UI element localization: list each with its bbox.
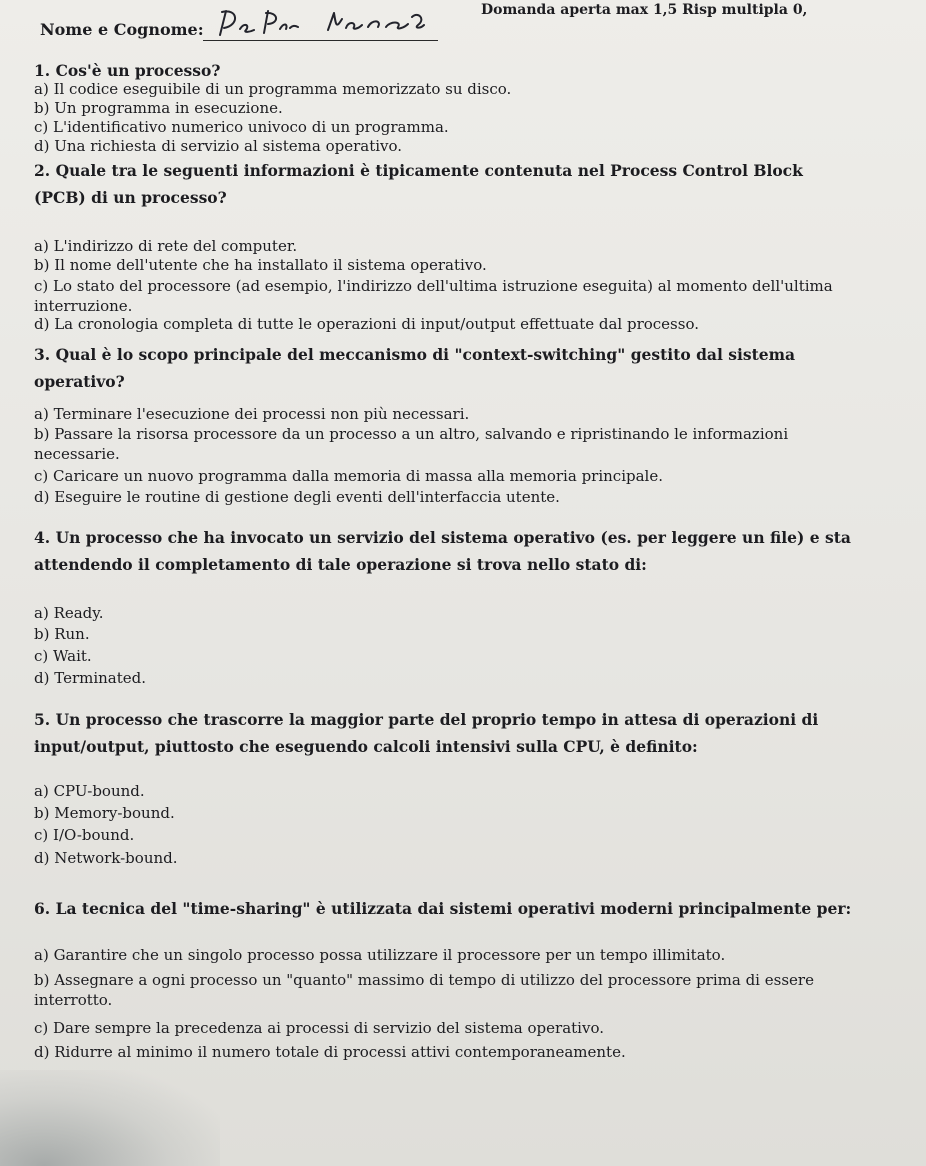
- question-5-option-b: b) Memory-bound.: [34, 804, 175, 822]
- question-2-option-b: b) Il nome dell'utente che ha installato il sistema operativo.: [34, 256, 487, 274]
- question-2-option-c: c) Lo stato del processore (ad esempio, l'indirizzo dell'ultima istruzione eseguita) al momento dell'ultima interruzione.: [34, 277, 833, 315]
- question-6-option-c: c) Dare sempre la precedenza ai processi di servizio del sistema operativo.: [34, 1019, 604, 1037]
- name-label: Nome e Cognome:: [40, 20, 204, 39]
- question-4-option-c: c) Wait.: [34, 647, 92, 665]
- question-1-option-b: b) Un programma in esecuzione.: [34, 99, 283, 117]
- question-6-option-a: a) Garantire che un singolo processo possa utilizzare il processore per un tempo illimitato.: [34, 946, 726, 964]
- question-4-option-a: a) Ready.: [34, 604, 104, 622]
- question-5: 5. Un processo che trascorre la maggior parte del proprio tempo in attesa di operazioni di input/output, piuttosto che eseguendo calcoli intensivi sulla CPU, è definito:: [34, 710, 819, 756]
- grading-note: Domanda aperta max 1,5 Risp multipla 0,: [481, 2, 808, 18]
- question-3-option-d: d) Eseguire le routine di gestione degli eventi dell'interfaccia utente.: [34, 488, 560, 506]
- photo-shadow: [0, 1070, 220, 1166]
- question-6-option-b: b) Assegnare a ogni processo un "quanto" massimo di tempo di utilizzo del processore prima di essere interrotto.: [34, 971, 814, 1009]
- question-2-option-d: d) La cronologia completa di tutte le operazioni di input/output effettuate dal processo.: [34, 315, 699, 333]
- question-3-option-b: b) Passare la risorsa processore da un processo a un altro, salvando e ripristinando le informazioni necessarie.: [34, 425, 789, 463]
- question-5-option-c: c) I/O-bound.: [34, 826, 135, 844]
- question-1: 1. Cos'è un processo?: [34, 61, 221, 80]
- question-4-option-b: b) Run.: [34, 625, 90, 643]
- question-3-option-c: c) Caricare un nuovo programma dalla memoria di massa alla memoria principale.: [34, 467, 663, 485]
- question-3-option-a: a) Terminare l'esecuzione dei processi non più necessari.: [34, 405, 470, 423]
- question-6: 6. La tecnica del "time-sharing" è utilizzata dai sistemi operativi moderni principalmente per:: [34, 899, 852, 918]
- question-3: 3. Qual è lo scopo principale del meccanismo di "context-switching" gestito dal sistema operativo?: [34, 345, 796, 391]
- question-5-option-d: d) Network-bound.: [34, 849, 178, 867]
- question-2: 2. Quale tra le seguenti informazioni è tipicamente contenuta nel Process Control Block (PCB) di un processo?: [34, 161, 803, 207]
- question-2-option-a: a) L'indirizzo di rete del computer.: [34, 237, 298, 255]
- question-4: 4. Un processo che ha invocato un servizio del sistema operativo (es. per leggere un file) e sta attendendo il completamento di tale operazione si trova nello stato di:: [34, 528, 851, 574]
- question-5-option-a: a) CPU-bound.: [34, 782, 145, 800]
- question-1-option-d: d) Una richiesta di servizio al sistema operativo.: [34, 137, 403, 155]
- question-1-option-c: c) L'identificativo numerico univoco di un programma.: [34, 118, 449, 136]
- handwritten-name: [206, 5, 438, 41]
- question-4-option-d: d) Terminated.: [34, 669, 147, 687]
- question-6-option-d: d) Ridurre al minimo il numero totale di processi attivi contemporaneamente.: [34, 1043, 626, 1061]
- question-1-option-a: a) Il codice eseguibile di un programma memorizzato su disco.: [34, 80, 512, 98]
